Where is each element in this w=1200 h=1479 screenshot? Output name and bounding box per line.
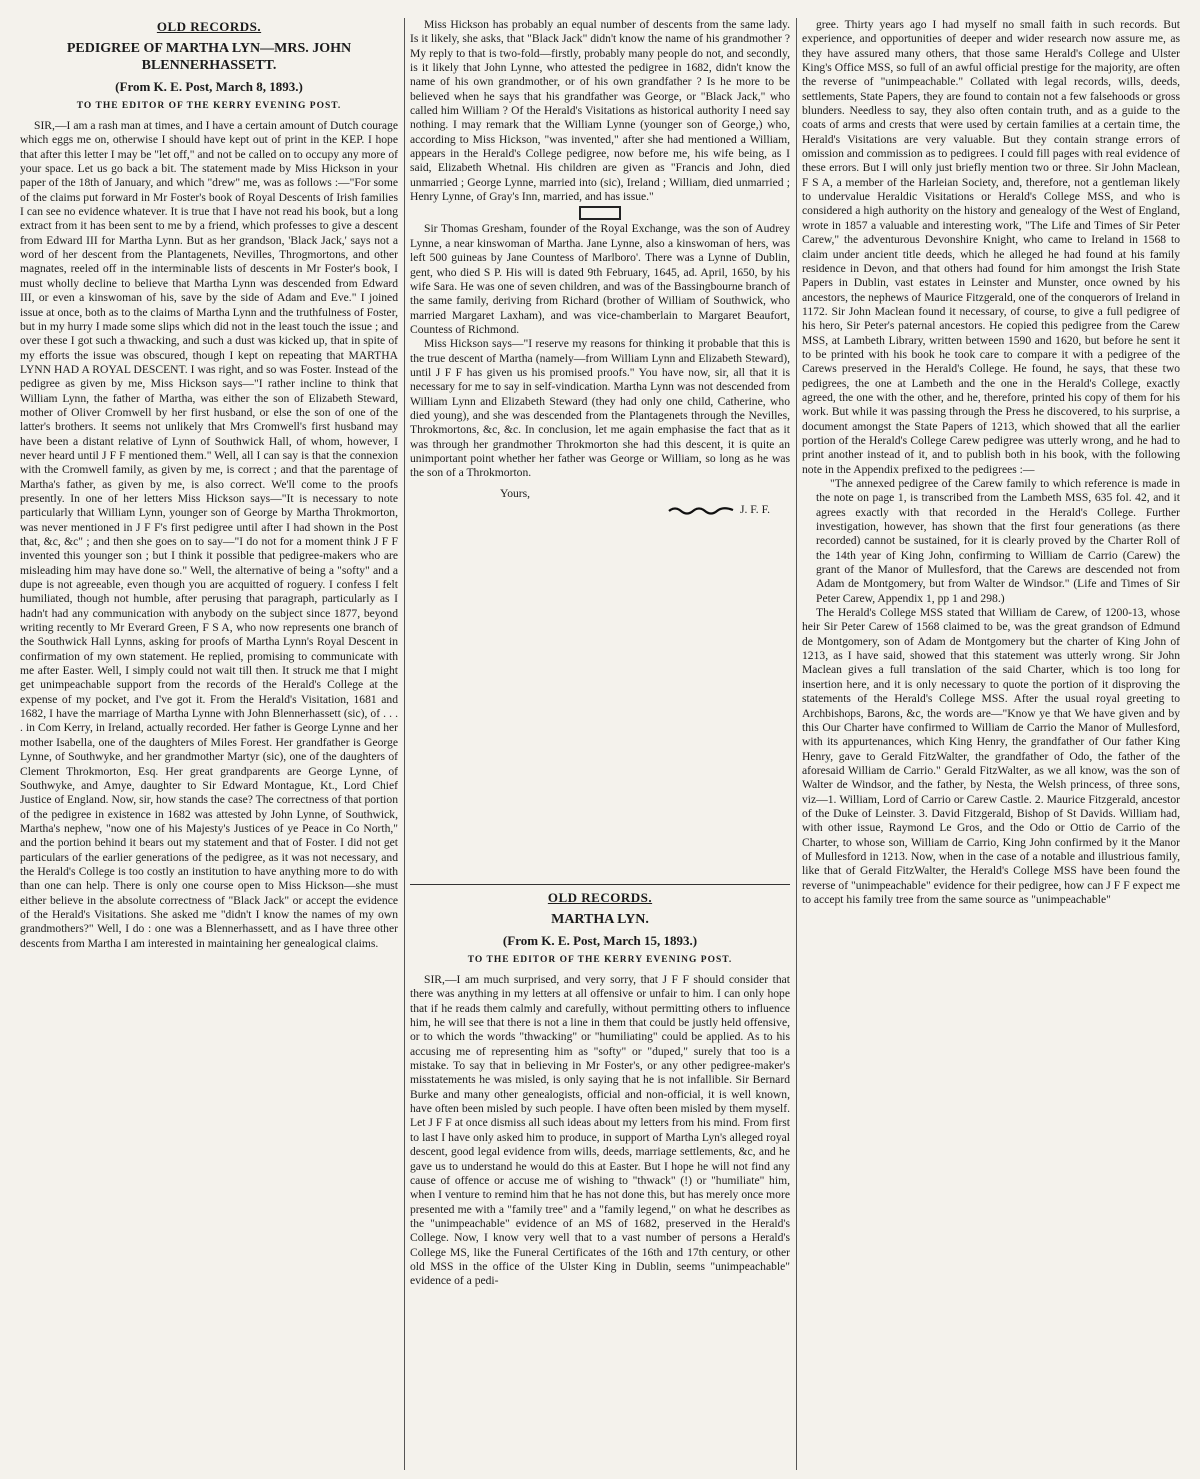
column-3: [802, 18, 1180, 1470]
letter-paragraph: SIR,—I am much surprised, and very sorry, that J F F should consider that there was anything in my letters at all offensive or unfair to him. I can only hope that if he reads them calmly and carefully, without permitting others to influence him, he will see that there is not a line in them that could be justly held offensive, or to which the words "thwacking" or "humiliating" could be applied. As to his accusing me of representing him as "softy" or "duped," surely that too is a mistake. To say that in believing in Mr Foster's, or any other pedigree-maker's misstatements he was misled, is only saying that he is not infallible. Sir Bernard Burke and many other genealogists, official and non-official, it is well known, have often been misled by such people. I have often been misled by them myself. Let J F F at once dismiss all such ideas about my letters from his mind. From first to last I have only asked him to produce, in support of Martha Lyn's alleged royal descent, good legal evidence from wills, deeds, marriage settlements, &c, and he gave us to understand he would do this at Easter. But I hope he will not find any cause of offence or accuse me of wishing to "thwack" (!) or "humiliate" him, when I venture to remind him that he has not done this, but has merely once more presented me with a "family tree" and a "family legend," on what he describes as the "unimpeachable" evidence of an MS of 1682, preserved in the Herald's College. Now, I know very well that to a vast number of persons a Herald's College MS, like the Funeral Certificates of the 16th and 17th century, or other old MSS in the office of the Ulster King in Dublin, seems "unimpeachable" evidence of a pedi-: [410, 973, 790, 1288]
column-1: [20, 18, 405, 1470]
closing: Yours,: [500, 486, 531, 500]
editor-address: TO THE EDITOR OF THE KERRY EVENING POST.: [76, 100, 342, 111]
letter-paragraph: The Herald's College MSS stated that William de Carew, of 1200-13, whose heir Sir Peter Carew of 1568 claimed to be, was the great grandson of Edmund de Montgomery, son of Adam de Montgomery but the charter of King John of 1213, as I have said, showed that this statement was utterly wrong. Sir John Maclean gives a full translation of the said Charter, which is too long for insertion here, and it is only necessary to quote the portion of it disproving the statements of the Herald's College MSS. After the usual royal greeting to Archbishops, Barons, &c, the words are—"Know ye that We have given and by this Our Charter have confirmed to William de Carrio the Manor of Mullesford, with its appurtenances, which King Henry, the grandfather of Our father King Henry, gave to Gerald FitzWalter, the grandfather of Odo, the father of the aforesaid William de Carrio." Gerald FitzWalter, as we all know, was the son of Walter de Windsor, and the father, by Nesta, the Welsh princess, of three sons, viz—1. William, Lord of Carrio or Carew Castle. 2. Maurice Fitzgerald, ancestor of the Duke of Leinster. 3. David Fitzgerald, Bishop of St Davids. William had, with other issue, Raymond Le Gros, and the Odo or Ottio de Carrio of the Charter, to whose son, William de Carrio, King John confirmed by it the Manor of Mullesford in 1213. Now, when in the case of a notable and illustrious family, like that of Gerald FitzWalter, the Herald's College MSS have been found the reverse of "unimpeachable" evidence for their pedigree, how can J F F expect me to accept his family tree from the same source as "unimpeachable": [802, 606, 1180, 906]
letter-paragraph: Miss Hickson has probably an equal number of descents from the same lady. Is it likely, she asks, that "Black Jack" didn't know the name of his grandmother ? My reply to that is two-fold—firstly, probably many people do not, and secondly, is it likely that John Lynne, who attested the pedigree in 1682, didn't know the name of his own grandmother, or of his own grandfather ? Is he more to be believed when he says that his grandfather was George, or "Black Jack," who called him William ? Of the Herald's Visitations as historical authority I need say nothing. I may remark that the William Lynne (younger son of George,) who, according to Miss Hickson, "was invented," after she had mentioned a William, appears in the Herald's College pedigree, now before me, his wife being, as I said, Elizabeth Whetnal. His children are given as "Francis and John, died unmarried ; George Lynne, married into (sic), Ireland ; William, died unmarried ; Henry Lynne, of Gray's Inn, married, and has issue.": [410, 18, 790, 204]
editor-address: TO THE EDITOR OF THE KERRY EVENING POST.: [467, 954, 733, 965]
article1-continuation: [410, 18, 790, 876]
letter-paragraph: gree. Thirty years ago I had myself no small faith in such records. But experience, and opportunities of deeper and wider research now assure me, as they have assured many others, that those same Herald's College and Ulster King's Office MSS, so full of an awful official prestige for the majority, are often the reverse of "unimpeachable." Collated with legal records, wills, deeds, settlements, State Papers, they are found to contain not a few falsehoods or gross blunders. Needless to say, they also often contain truth, and as a guide to the coats of arms and crests that were used by certain families at a certain time, the Herald's Visitations are very valuable. But they contain strange errors of omission and commission as to pedigrees. I could fill pages with real evidence of these errors. But I will only just briefly mention two or three. Sir John Maclean, F S A, a member of the Harleian Society, and, therefore, not a gentleman likely to undervalue Heraldic Visitations or Herald's College MSS, and who is considered a high authority on the history and genealogy of the West of England, wrote in 1857 a valuable and interesting work, "The Life and Times of Sir Peter Carew," the adventurous Devonshire Knight, who came to Ireland in 1568 to claim under ancient title deeds, which he alleged he had found at his family residence in Devon, and that others had found for him amongst the Irish State Papers in Dublin, vast estates in Leinster and Munster, once owned by his ancestors, the nephews of Maurice Fitzgerald, one of the conquerors of Ireland in 1172. Sir John Maclean found it necessary, of course, to give a full pedigree of his hero, Sir Peter's paternal ancestors. He copied this pedigree from the Carew MSS, at Lambeth Library, written between 1590 and 1620, but before he sent it to be printed with his book he took care to compare it with a pedigree of the Carews preserved in the Herald's College. He found, he says, that these two pedigrees, the one at Lambeth and the one in the Herald's College, exactly agreed, the one with the other, and he, therefore, printed his copy of them for his work. But while it was passing through the Press he discovered, to his surprise, a document amongst the State Papers of 1213, which showed that all the earlier portion of the Herald's College Carew pedigree was utterly wrong, and he had to print another instead of it, and to publish both in his book, with the following note in the Appendix prefixed to the pedigrees :—: [802, 18, 1180, 476]
column-2: [410, 18, 797, 1470]
signature: J. F. F.: [739, 503, 770, 516]
letter-paragraph: SIR,—I am a rash man at times, and I have a certain amount of Dutch courage which eggs me on, otherwise I should have kept out of print in the KEP. I hope that after this letter I may be "let off," and not be called on to occupy any more of your space. Let us go back a bit. The statement made by Miss Hickson in your paper of the 18th of January, and which "drew" me, was as follows :—"For some of the claims put forward in Mr Foster's book of Royal Descents of Irish families I can see no evidence whatever. It is true that I have not read his book, but a long extract from it has been sent to me by a friend, which professes to give a descent from Edward III for Martha Lynn. But as her grandson, 'Black Jack,' says not a word of her descent from the Plantagenets, Nevilles, Throgmortons, and other magnates, reeled off in the interminable lists of descents in Mr Foster's book, I must wholly decline to believe that Martha Lynn was descended from Edward III, or even a kinswoman of his, save by the side of Adam and Eve." I joined issue at once, both as to the claims of Martha Lynn and the truthfulness of Foster, but in my hurry I made some slips which did not in the least touch the issue ; and over these I got such a thwacking, and such a dust was kicked up, that in spite of my efforts the issue was obscured, though I kept on repeating that MARTHA LYNN HAD A ROYAL DESCENT. I was right, and so was Foster. Instead of the pedigree as given by me, Miss Hickson says—"I rather incline to think that William Lynn, the father of Martha, was either the son of Elizabeth Steward, mother of Oliver Cromwell by her first husband, or else the son of one of the latter's brothers. It seems not unlikely that Mrs Cromwell's first husband may have been a distant relative of Lynn of Southwick Hall, of whom, however, I never heard until J F F mentioned them." Well, all I can say is that the connexion with the Cromwell family, as given by me, is correct ; and that the parentage of Martha's father, as given by me, is also correct. We'll come to the proofs presently. In one of her letters Miss Hickson says—"It is necessary to note particularly that William Lynn, younger son of George by Martha Throkmorton, was never mentioned in J F F's first pedigree until after I had shown in the Post that, &c, &c" ; and then she goes on to say—"I do not for a moment think J F F invented this younger son ; but I think it possible that pedigree-makers who are misleading him may have done so." Well, the alternative of being a "softy" and a dupe is not agreeable, even though you are acquitted of roguery. I confess I felt humiliated, though not humble, after perusing that paragraph, particularly as I hadn't had any communication with anybody on the subject since 1877, beyond writing recently to Mr Everard Green, F S A, who now represents one branch of the Southwick Hall Lynns, asking for proofs of Martha Lynn's Royal Descent in confirmation of my own statement. He replied, promising to communicate with me after Easter. Well, I simply could not wait till then. It struck me that I might get unimpeachable support from the records of the Herald's College at the expense of my pocket, and I've got it. From the Herald's Visitation, 1681 and 1682, I have the marriage of Martha Lynne with John Blennerhassett (sic), of . . . . in Com Kerry, in Ireland, actually recorded. Her father is George Lynne and her mother Isabella, one of the daughters of Miles Forest. Her grandfather is George Lynne, of Southwyke, and her grandmother Martyr (sic), one of the daughters of Clement Throkmorton, Esq. Her great grandparents are George Lynne, of Southwyke, and Amye, daughter to Sir Edward Montague, Kt., Lord Chief Justice of England. Now, sir, how stands the case? The correctness of that portion of the pedigree in existence in 1682 was attested by John Lynne, of Southwick, Martha's nephew, "now one of his Majesty's Justices of ye Peace in Co North," and the portion behind it bears out my statement and that of Foster. I did not get particulars of the earlier generations of the pedigree, as it was not necessary, and the Herald's College is too costly an institution to have anything more to do with than one can help. There is only one course open to Miss Hickson—she must either believe in the absolute correctness of "Black Jack" or accept the evidence of the Herald's Visitations. She asked me "didn't I know the names of my own grandmothers?" Well, I do : one was a Blennerhassett, and as I have three other descents from Martha I am interested in maintaining her genealogical claims.: [20, 119, 398, 950]
headline: PEDIGREE OF MARTHA LYN—MRS. JOHN BLENNERHASSETT.: [66, 41, 352, 74]
letter-paragraph: Sir Thomas Gresham, founder of the Royal Exchange, was the son of Audrey Lynne, a near kinswoman of Martha. Jane Lynne, also a kinswoman of hers, was left 500 guineas by Jane Countess of Marlboro'. There was a Lynne of Dublin, gent, who died S P. His will is dated 9th February, 1645, ad. April, 1650, by his wife Sara. He was one of seven children, and was of the Bassingbourne branch of the same family, deriving from Richard (brother of William of Southwick, who married Margaret Laxham), and was vice-chamberlain to Margaret Beaufort, Countess of Richmond.: [410, 222, 790, 336]
source-line: (From K. E. Post, March 8, 1893.): [115, 79, 303, 95]
source-line: (From K. E. Post, March 15, 1893.): [502, 933, 698, 949]
quoted-passage: "The annexed pedigree of the Carew family to which reference is made in the note on page 1, is transcribed from the Lambeth MSS, 635 fol. 42, and it agrees exactly with that recorded in the Herald's College. Further investigation, however, has shown that the first four generations (as there recorded) cannot be sustained, for it is clearly proved by the Charter Roll of the 14th year of King John, confirming to William de Carrio (Carew) the grant of the Manor of Mullesford, that the Carews are descended not from Adam de Montgomery, but from Walter de Windsor." (Life and Times of Sir Peter Carew, Appendix 1, pp 1 and 298.): [816, 477, 1180, 605]
headline: MARTHA LYN.: [551, 912, 649, 928]
signature-block: [410, 503, 790, 517]
article2: [410, 884, 790, 1289]
letter-paragraph: Miss Hickson says—"I reserve my reasons for thinking it probable that this is the true descent of Martha (namely—from William Lynn and Elizabeth Steward), until J F F has given us his promised proofs." You have now, sir, all that it is necessary for me to say in self-vindication. Martha Lynn was not descended from William Lynn and Elizabeth Steward (they had only one child, Catherine, who died young), and she was descended from the Plantagenets through the Nevilles, Throkmortons, &c, &c. In conclusion, let me again emphasise the fact that as it was through her grandmother Throkmorton she had this descent, it is quite an unimportant point whether her father was George or William, so long as he was the son of a Throkmorton.: [410, 337, 790, 480]
masthead: OLD RECORDS.: [547, 890, 653, 905]
section-break-mark: [579, 206, 621, 220]
masthead: OLD RECORDS.: [156, 19, 262, 34]
signature-scribble-icon: [667, 505, 737, 515]
